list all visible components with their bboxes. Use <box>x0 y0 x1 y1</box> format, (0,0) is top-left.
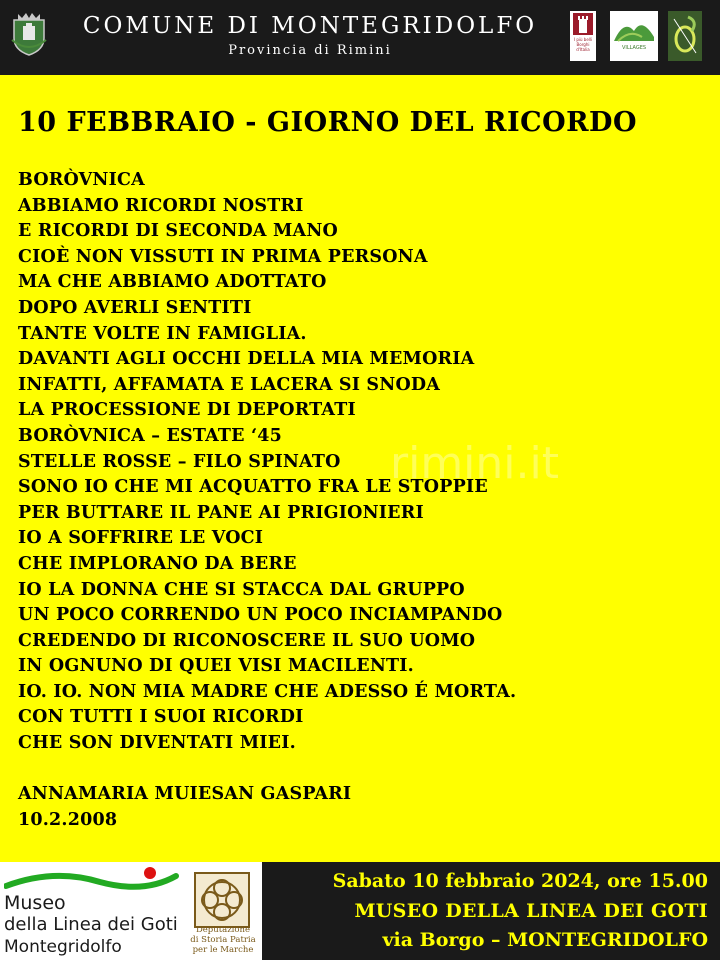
title-block <box>62 12 558 60</box>
poem-line: CREDENDO DI RICONOSCERE IL SUO UOMO <box>18 630 476 651</box>
event-venue: MUSEO DELLA LINEA DEI GOTI <box>354 900 708 922</box>
poem-line: TANTE VOLTE IN FAMIGLIA. <box>18 323 307 344</box>
poem-line: CHE IMPLORANO DA BERE <box>18 553 297 574</box>
poem-line: UN POCO CORRENDO UN POCO INCIAMPANDO <box>18 605 503 626</box>
museum-line: Museo <box>4 892 66 914</box>
poem-line: E RICORDI DI SECONDA MANO <box>18 221 338 242</box>
municipal-crest-icon <box>10 10 48 56</box>
poem-line: CHE SON DIVENTATI MIEI. <box>18 733 296 754</box>
poem-line: INFATTI, AFFAMATA E LACERA SI SNODA <box>18 374 441 395</box>
author-name: ANNAMARIA MUIESAN GASPARI <box>18 784 352 804</box>
province-subtitle: Provincia di Rimini <box>228 43 392 58</box>
poem-line: SONO IO CHE MI ACQUATTO FRA LE STOPPIE <box>18 477 488 498</box>
tower-icon <box>573 13 593 35</box>
poem-line: STELLE ROSSE – FILO SPINATO <box>18 451 341 472</box>
poem <box>18 168 516 757</box>
event-date: Sabato 10 febbraio 2024, ore 15.00 <box>332 870 708 892</box>
deputazione-caption <box>186 925 260 955</box>
event-address: via Borgo – MONTEGRIDOLFO <box>382 929 708 951</box>
poem-line: DOPO AVERLI SENTITI <box>18 297 252 318</box>
signature <box>18 782 351 833</box>
poem-line: IN OGNUNO DI QUEI VISI MACILENTI. <box>18 656 414 677</box>
museum-line: della Linea dei Goti <box>4 914 178 935</box>
poem-line: LA PROCESSIONE DI DEPORTATI <box>18 400 356 421</box>
deputazione-line: di Storia Patria <box>190 935 256 945</box>
hills-icon <box>610 11 658 45</box>
poem-line: ABBIAMO RICORDI NOSTRI <box>18 195 304 216</box>
poem-line: IO. IO. NON MIA MADRE CHE ADESSO É MORTA. <box>18 681 517 702</box>
watermark: rimini.it <box>390 438 559 489</box>
event-info-panel <box>262 862 720 960</box>
poem-line: CON TUTTI I SUOI RICORDI <box>18 707 304 728</box>
borghi-caption: I più belli Borghi d'Italia <box>573 37 593 52</box>
museum-logo-panel <box>0 862 262 960</box>
poem-line: CIOÈ NON VISSUTI IN PRIMA PERSONA <box>18 246 428 267</box>
poem-date: 10.2.2008 <box>18 809 118 830</box>
poem-line: IO LA DONNA CHE SI STACCA DAL GRUPPO <box>18 579 465 600</box>
deputazione-line: Deputazione <box>195 925 251 935</box>
museum-name <box>4 892 178 958</box>
olive-icon <box>668 11 702 61</box>
header-bar <box>0 0 720 75</box>
borghi-tower-logo <box>570 11 596 61</box>
poem-line: BORÒVNICA <box>18 170 145 190</box>
deputazione-line: per le Marche <box>192 945 254 955</box>
olive-logo <box>668 11 702 61</box>
poem-line: IO A SOFFRIRE LE VOCI <box>18 528 264 549</box>
municipality-title: COMUNE DI MONTEGRIDOLFO <box>82 13 538 39</box>
page-heading: 10 FEBBRAIO - GIORNO DEL RICORDO <box>18 107 637 138</box>
villages-hills-logo <box>610 11 658 61</box>
poem-line: PER BUTTARE IL PANE AI PRIGIONIERI <box>18 502 424 523</box>
poem-line: DAVANTI AGLI OCCHI DELLA MIA MEMORIA <box>18 349 475 370</box>
poem-line: BORÒVNICA – ESTATE ‘45 <box>18 425 283 446</box>
villages-caption: VILLAGES <box>621 45 647 51</box>
deputazione-emblem-icon <box>194 872 250 928</box>
poem-line: MA CHE ABBIAMO ADOTTATO <box>18 272 327 293</box>
museum-line: Montegridolfo <box>4 937 122 957</box>
